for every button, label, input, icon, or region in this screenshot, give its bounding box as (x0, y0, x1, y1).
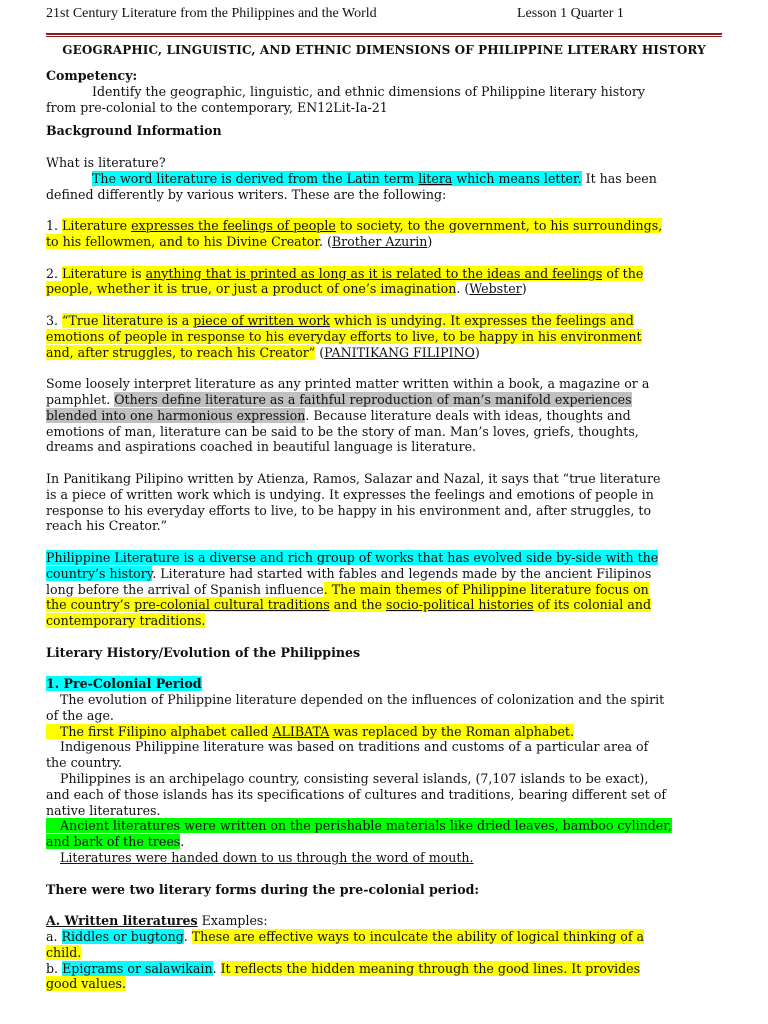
paragraph-line: reach his Creator.” (46, 518, 168, 534)
definition-item-1: to his fellowmen, and to his Divine Creator. (Brother Azurin) (46, 233, 433, 249)
history-line: The first Filipino alphabet called ALIBATA was replaced by the Roman alphabet. (46, 724, 718, 740)
background-heading: Background Information (46, 123, 222, 139)
history-line: Indigenous Philippine literature was based on traditions and customs of a particular area of (60, 739, 649, 755)
paragraph-line: the country’s pre-colonial cultural traditions and the socio-political histories of its colonial and (46, 597, 652, 613)
paragraph-line: dreams and aspirations coached in beautiful language is literature. (46, 439, 477, 455)
definition-item-1: 1. Literature expresses the feelings of people to society, to the government, to his surroundings, (46, 218, 663, 234)
page-header (46, 6, 722, 24)
paragraph-line: pamphlet. Others define literature as a faithful reproduction of man’s manifold experiences (46, 391, 632, 407)
question: What is literature? (46, 154, 166, 170)
definition-item-3: 3. “True literature is a piece of written work which is undying. It expresses the feelings and (46, 312, 634, 328)
definition-line: The word literature is derived from the Latin term litera which means letter. It has been (92, 170, 657, 186)
lesson-label: Lesson 1 Quarter 1 (517, 6, 624, 21)
history-line: and bark of the trees. (46, 834, 185, 850)
history-line: the country. (46, 755, 123, 771)
competency-heading: Competency: (46, 68, 138, 83)
course-title: 21st Century Literature from the Philippines and the World (46, 6, 377, 21)
source-webster: Webster (469, 281, 522, 297)
paragraph-line: emotions of man, literature can be said to be the story of man. Man’s loves, griefs, thoughts, (46, 423, 639, 439)
definition-item-3: emotions of people in response to his everyday efforts to live, to be happy in his environment (46, 328, 642, 344)
history-line: Philippines is an archipelago country, consisting several islands, (7,107 islands to be exact), (60, 771, 649, 787)
precolonial-heading: 1. Pre-Colonial Period (46, 676, 202, 692)
paragraph-line: Some loosely interpret literature as any printed matter written within a book, a magazine or a (46, 376, 650, 392)
paragraph-line: contemporary traditions. (46, 613, 206, 629)
paragraph-line: In Panitikang Pilipino written by Atienza, Ramos, Salazar and Nazal, it says that “true literature (46, 470, 661, 486)
term-litera: litera (418, 170, 453, 186)
forms-heading: There were two literary forms during the pre-colonial period: (46, 881, 480, 897)
history-line: native literatures. (46, 802, 161, 818)
written-literatures-line: A. Written literatures Examples: (46, 913, 268, 929)
definition-item-2: people, whether it is true, or just a product of one’s imagination. (Webster) (46, 281, 527, 297)
written-literatures-heading: A. Written literatures (46, 913, 198, 929)
source-panitikang: PANITIKANG FILIPINO (324, 344, 475, 360)
history-heading: Literary History/Evolution of the Philippines (46, 644, 361, 660)
example-riddles: child. (46, 944, 82, 960)
history-line: of the age. (46, 707, 114, 723)
example-riddles: a. Riddles or bugtong. These are effective ways to inculcate the ability of logical thinking of a (46, 929, 645, 945)
history-line: and each of those islands has its specifications of cultures and traditions, bearing different set of (46, 786, 667, 802)
history-line: Ancient literatures were written on the perishable materials like dried leaves, bamboo cylinder, (46, 818, 718, 834)
header-rule-thin (46, 36, 722, 37)
source-azurin: Brother Azurin (331, 233, 428, 249)
example-epigrams: good values. (46, 976, 126, 992)
paragraph-line: blended into one harmonious expression. Because literature deals with ideas, thoughts and (46, 407, 631, 423)
history-line: The evolution of Philippine literature depended on the influences of colonization and the spirit (60, 692, 665, 708)
document-title: GEOGRAPHIC, LINGUISTIC, AND ETHNIC DIMENSIONS OF PHILIPPINE LITERARY HISTORY (62, 43, 706, 57)
history-line: Literatures were handed down to us through the word of mouth. (60, 850, 474, 866)
definition-item-2: 2. Literature is anything that is printed as long as it is related to the ideas and feelings of the (46, 265, 644, 281)
competency-line: from pre-colonial to the contemporary, EN12Lit-Ia-21 (46, 99, 388, 115)
example-epigrams: b. Epigrams or salawikain. It reflects the hidden meaning through the good lines. It provides (46, 960, 641, 976)
paragraph-line: response to his everyday efforts to live, to be happy in his environment and, after struggles, to (46, 502, 652, 518)
paragraph-line: country’s history. Literature had started with fables and legends made by the ancient Filipinos (46, 565, 652, 581)
competency-line: Identify the geographic, linguistic, and ethnic dimensions of Philippine literary history (92, 83, 646, 99)
paragraph-line: is a piece of written work which is undying. It expresses the feelings and emotions of people in (46, 486, 654, 502)
paragraph-line: Philippine Literature is a diverse and rich group of works that has evolved side by-side with the (46, 549, 659, 565)
term-alibata: ALIBATA (272, 723, 330, 739)
definition-item-3: and, after struggles, to reach his Creator” (PANITIKANG FILIPINO) (46, 344, 480, 360)
paragraph-line: long before the arrival of Spanish influence. The main themes of Philippine literature focus on (46, 581, 649, 597)
document-body (46, 68, 718, 992)
header-rule (46, 33, 722, 35)
definition-line: defined differently by various writers. These are the following: (46, 186, 447, 202)
